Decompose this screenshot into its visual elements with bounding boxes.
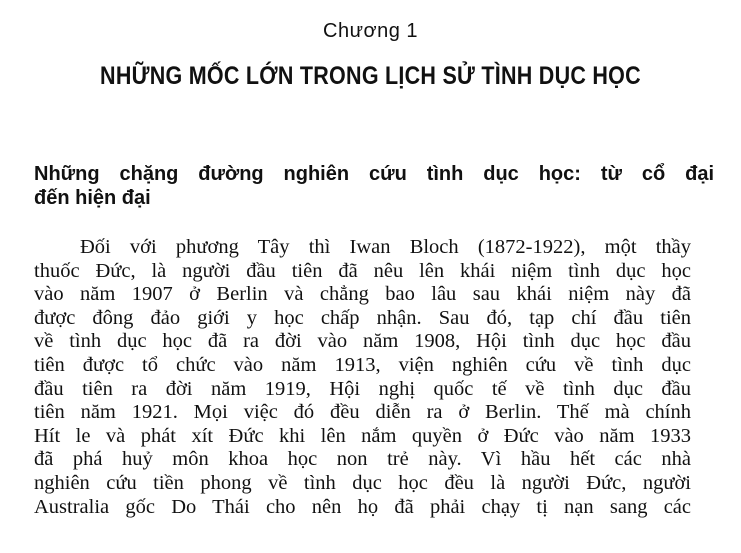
body-paragraph — [34, 236, 691, 519]
body-line: tiên được tổ chức vào năm 1913, viện nghiên cứu về tình dục — [34, 353, 691, 376]
body-line: nghiên cứu tiền phong về tình dục học đều là người Đức, người — [34, 471, 691, 494]
body-line: về tình dục học đã ra đời vào năm 1908, Hội tình dục học đầu — [34, 330, 691, 353]
body-line: Australia gốc Do Thái cho nên họ đã phải chạy tị nạn sang các — [34, 495, 691, 518]
section-heading-line-1: Những chặng đường nghiên cứu tình dục học: từ cổ đại — [34, 163, 714, 185]
chapter-title: NHỮNG MỐC LỚN TRONG LỊCH SỬ TÌNH DỤC HỌC — [100, 62, 641, 90]
body-line: vào năm 1907 ở Berlin và chẳng bao lâu sau khái niệm này đã — [34, 283, 691, 306]
body-line: thuốc Đức, là người đầu tiên đã nêu lên khái niệm tình dục học — [34, 259, 691, 282]
body-line: đầu tiên ra đời năm 1919, Hội nghị quốc tế về tình dục đầu — [34, 377, 691, 400]
body-line: tiên năm 1921. Mọi việc đó đều diễn ra ở Berlin. Thế mà chính — [34, 401, 691, 424]
body-line: Hít le và phát xít Đức khi lên nắm quyền ở Đức vào năm 1933 — [34, 424, 691, 447]
body-line: Đối với phương Tây thì Iwan Bloch (1872-1922), một thầy — [80, 236, 691, 258]
body-line: đã phá huỷ môn khoa học non trẻ này. Vì hầu hết các nhà — [34, 448, 691, 471]
chapter-label: Chương 1 — [323, 20, 418, 42]
body-line: được đông đảo giới y học chấp nhận. Sau đó, tạp chí đầu tiên — [34, 306, 691, 329]
section-heading — [34, 162, 714, 210]
section-heading-line-2: đến hiện đại — [34, 187, 151, 209]
